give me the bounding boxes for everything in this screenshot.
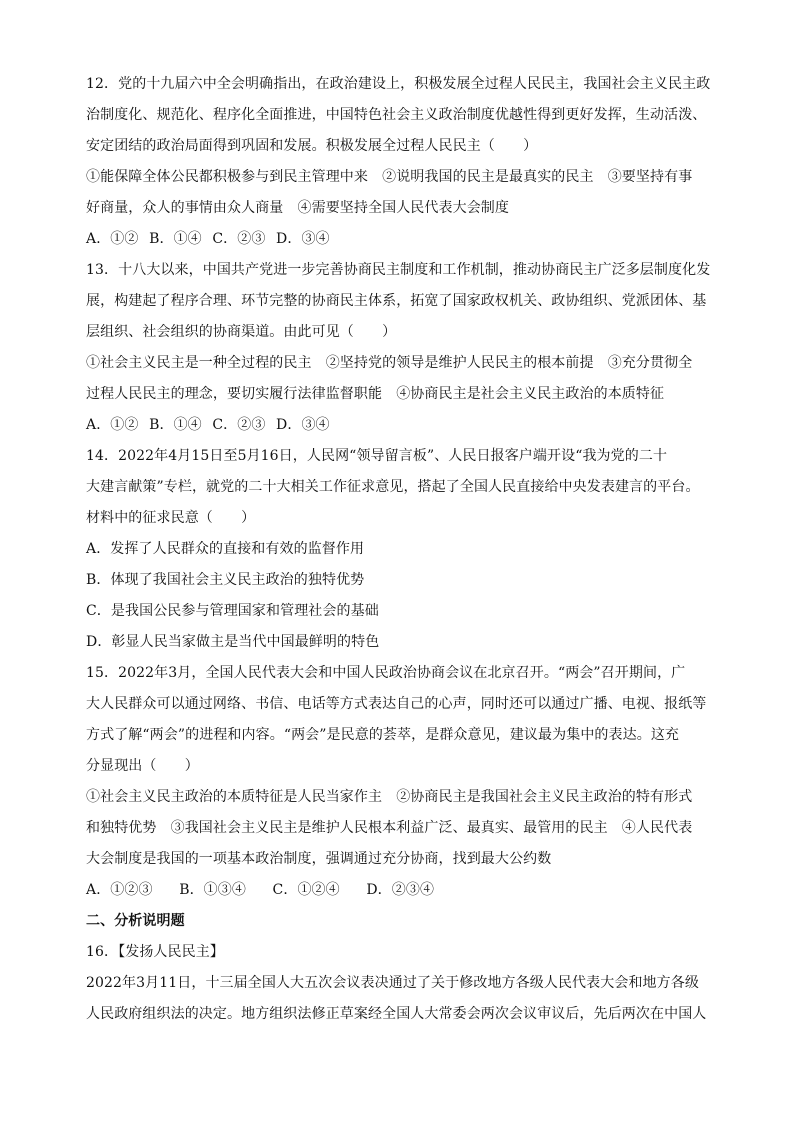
question-stem-line: 12．党的十九届六中全会明确指出，在政治建设上，积极发展全过程人民民主，我国社会主义民主政 bbox=[86, 76, 711, 92]
option-d[interactable]: D．③④ bbox=[276, 231, 330, 247]
question-stem-line: 14．2022年4月15日至5月16日，人民网“领导留言板”、人民日报客户端开设“我为党的二十 bbox=[86, 448, 668, 464]
option-c[interactable]: C．是我国公民参与管理国家和管理社会的基础 bbox=[86, 603, 379, 619]
option-d[interactable]: D．②③④ bbox=[366, 882, 435, 898]
statement-line: ①能保障全体公民都积极参与到民主管理中来 ②说明我国的民主是最真实的民主 ③要坚持有事 bbox=[86, 169, 693, 185]
option-c[interactable]: C．①②④ bbox=[272, 882, 340, 898]
option-c[interactable]: C．②③ bbox=[212, 231, 266, 247]
exam-page bbox=[86, 74, 712, 1035]
question-16-text-line: 人民政府组织法的决定。地方组织法修正草案经全国人大常委会两次会议审议后，先后两次在中国人 bbox=[86, 1006, 707, 1022]
statement-line: 好商量，众人的事情由众人商量 ④需要坚持全国人民代表大会制度 bbox=[86, 200, 509, 216]
question-stem-line: 治制度化、规范化、程序化全面推进，中国特色社会主义政治制度优越性得到更好发挥，生动活泼、 bbox=[86, 107, 707, 123]
option-a[interactable]: A．①② bbox=[86, 417, 139, 433]
question-stem-line: 13．十八大以来，中国共产党进一步完善协商民主制度和工作机制，推动协商民主广泛多层制度化发 bbox=[86, 262, 711, 278]
option-a[interactable]: A．①②③ bbox=[86, 882, 153, 898]
section-analysis bbox=[86, 911, 712, 1035]
question-16-text-line: 2022年3月11日，十三届全国人大五次会议表决通过了关于修改地方各级人民代表大会和地方各级 bbox=[86, 975, 699, 991]
question-stem-line: 分显现出（ ） bbox=[86, 758, 199, 774]
option-a[interactable]: A．发挥了人民群众的直接和有效的监督作用 bbox=[86, 541, 365, 557]
question-stem-line: 大建言献策”专栏，就党的二十大相关工作征求意见，搭起了全国人民直接给中央发表建言的平台。 bbox=[86, 479, 700, 495]
statement-line: ①社会主义民主是一种全过程的民主 ②坚持党的领导是维护人民民主的根本前提 ③充分贯彻全 bbox=[86, 355, 693, 371]
question-14 bbox=[86, 446, 712, 663]
question-16-title: 16．【发扬人民民主】 bbox=[86, 944, 224, 960]
question-stem-line: 15．2022年3月，全国人民代表大会和中国人民政治协商会议在北京召开。“两会”召开期间，广 bbox=[86, 665, 686, 681]
question-15 bbox=[86, 663, 712, 911]
question-stem-line: 方式了解“两会”的进程和内容。“两会”是民意的荟萃，是群众意见，建议最为集中的表达。这充 bbox=[86, 727, 680, 743]
option-c[interactable]: C．②③ bbox=[212, 417, 266, 433]
statement-line: 过程人民民主的理念，要切实履行法律监督职能 ④协商民主是社会主义民主政治的本质特征 bbox=[86, 386, 665, 402]
answer-options bbox=[86, 229, 712, 260]
statement-line: 和独特优势 ③我国社会主义民主是维护人民根本利益广泛、最真实、最管用的民主 ④人民代表 bbox=[86, 820, 693, 836]
question-12 bbox=[86, 74, 712, 260]
section-heading: 二、分析说明题 bbox=[86, 913, 185, 929]
answer-options bbox=[86, 880, 712, 911]
statement-line: 大会制度是我国的一项基本政治制度，强调通过充分协商，找到最大公约数 bbox=[86, 851, 552, 867]
option-b[interactable]: B．①④ bbox=[149, 231, 202, 247]
option-b[interactable]: B．体现了我国社会主义民主政治的独特优势 bbox=[86, 572, 365, 588]
question-stem-line: 展，构建起了程序合理、环节完整的协商民主体系，拓宽了国家政权机关、政协组织、党派团体、基 bbox=[86, 293, 707, 309]
question-stem-line: 材料中的征求民意（ ） bbox=[86, 510, 256, 526]
option-a[interactable]: A．①② bbox=[86, 231, 139, 247]
option-b[interactable]: B．①④ bbox=[149, 417, 202, 433]
question-stem-line: 安定团结的政治局面得到巩固和发展。积极发展全过程人民民主（ ） bbox=[86, 138, 538, 154]
option-d[interactable]: D．③④ bbox=[276, 417, 330, 433]
question-stem-line: 层组织、社会组织的协商渠道。由此可见（ ） bbox=[86, 324, 397, 340]
option-b[interactable]: B．①③④ bbox=[179, 882, 246, 898]
option-d[interactable]: D．彰显人民当家做主是当代中国最鲜明的特色 bbox=[86, 634, 380, 650]
question-13 bbox=[86, 260, 712, 446]
question-stem-line: 大人民群众可以通过网络、书信、电话等方式表达自己的心声，同时还可以通过广播、电视、报纸等 bbox=[86, 696, 707, 712]
statement-line: ①社会主义民主政治的本质特征是人民当家作主 ②协商民主是我国社会主义民主政治的特有形式 bbox=[86, 789, 693, 805]
answer-options bbox=[86, 415, 712, 446]
